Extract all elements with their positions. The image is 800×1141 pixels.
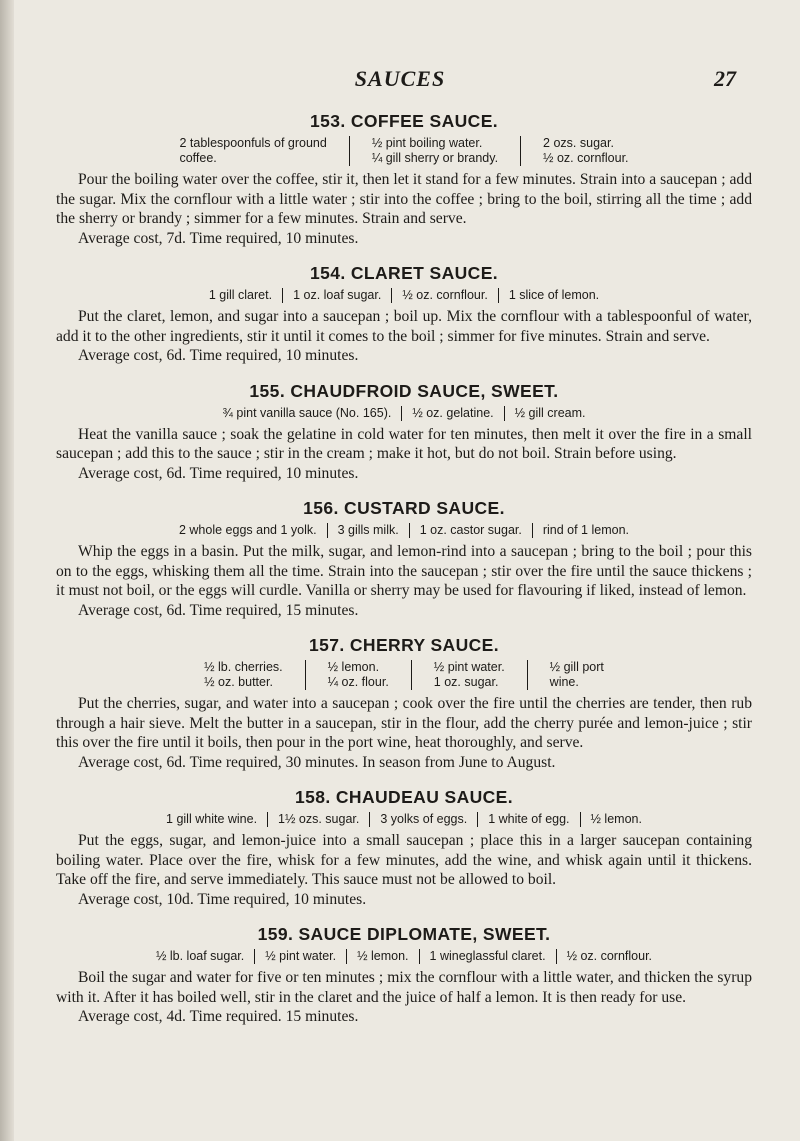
ingredient-item: 3 gills milk. (327, 523, 409, 538)
recipe-cost: Average cost, 10d. Time required, 10 minutes. (78, 890, 367, 908)
ingredient-item: 3 yolks of eggs. (369, 812, 477, 827)
recipe-title: 154. CLARET SAUCE. (309, 263, 499, 283)
ingredient-item: ½ gill cream. (504, 406, 596, 421)
ingredient-item: 2 tablespoonfuls of ground coffee. (179, 136, 327, 165)
ingredient-item: ½ lemon. ¼ oz. flour. (305, 660, 411, 690)
ingredient-item: 1½ ozs. sugar. (267, 812, 369, 827)
recipe-cost: Average cost, 7d. Time required, 10 minutes. (78, 229, 359, 247)
ingredient-item: 1 gill claret. (208, 288, 273, 302)
ingredient-item: ½ pint water. (254, 949, 346, 964)
ingredient-item: ½ pint water. 1 oz. sugar. (411, 660, 527, 690)
recipe-title: 155. CHAUDFROID SAUCE, SWEET. (249, 380, 559, 401)
recipe-method: Put the eggs, sugar, and lemon-juice into a small saucepan ; place this in a larger saucepan containing boiling water. Place over the fire, whisk for a few minutes, add the wine, and whisk again until it thickens. Take off the fire, and serve immediately. This sauce must not be allowed to boil. (56, 832, 752, 888)
ingredient-item: ½ lb. loaf sugar. (155, 949, 245, 963)
ingredient-item: 2 whole eggs and 1 yolk. (178, 523, 317, 537)
ingredient-item: ½ lemon. (580, 812, 652, 827)
ingredient-item: ½ oz. cornflour. (391, 288, 497, 303)
ingredient-item: ½ lemon. (346, 949, 418, 964)
ingredient-item: 1 gill white wine. (166, 812, 258, 826)
recipe-claret-sauce (56, 262, 752, 366)
recipe-cost: Average cost, 6d. Time required, 30 minutes. In season from June to August. (78, 753, 556, 771)
recipe-chaudeau-sauce (56, 786, 752, 909)
recipe-cost: Average cost, 6d. Time required, 15 minutes. (78, 601, 359, 619)
recipe-method: Pour the boiling water over the coffee, stir it, then let it stand for a few minutes. Strain into a saucepan ; add the sugar. Mix the cornflour with a little water ; stir into the coffee ; bring to the boil, stirring all the time ; add the sherry or brandy ; simmer for a few minutes. Strain and serve. (56, 171, 752, 227)
recipe-cherry-sauce (56, 634, 752, 772)
recipe-title: 156. CUSTARD SAUCE. (303, 498, 505, 518)
recipe-method: Put the cherries, sugar, and water into a saucepan ; cook over the fire until the cherries are tender, then rub through a hair sieve. Melt the butter in a saucepan, stir in the flour, add the cherry purée and lemon-juice ; stir this over the fire until it boils, then pour in the port wine, heat thoroughly, and serve. (56, 695, 752, 751)
recipe-coffee-sauce (56, 110, 752, 248)
ingredient-item: 1 slice of lemon. (498, 288, 609, 303)
ingredient-list (56, 523, 752, 538)
ingredient-item: 1 oz. castor sugar. (409, 523, 532, 538)
recipe-cost: Average cost, 6d. Time required, 10 minutes. (78, 347, 359, 364)
ingredient-item: ½ oz. cornflour. (556, 949, 662, 964)
recipe-title: 158. CHAUDEAU SAUCE. (294, 787, 514, 807)
recipe-title: 159. SAUCE DIPLOMATE, SWEET. (257, 924, 551, 944)
ingredient-list (56, 660, 752, 690)
ingredient-list (56, 949, 752, 964)
page-number: 27 (714, 66, 736, 91)
ingredient-item: ½ oz. gelatine. (401, 406, 503, 421)
ingredient-item: ½ lb. cherries. ½ oz. butter. (204, 660, 283, 689)
recipe-cost: Average cost, 4d. Time required. 15 minutes. (78, 1008, 359, 1025)
recipe-method: Boil the sugar and water for five or ten minutes ; mix the cornflour with a little water, and thicken the syrup with it. After it has boiled well, stir in the claret and the juice of half a lemon. It is then ready for use. (56, 969, 752, 1006)
recipe-method: Put the claret, lemon, and sugar into a saucepan ; boil up. Mix the cornflour with a tablespoonful of water, add it to the other ingredients, stir it until it comes to the boil ; simmer for five minutes. Strain and serve. (56, 308, 752, 345)
recipe-title: 153. COFFEE SAUCE. (309, 111, 499, 131)
ingredient-item: rind of 1 lemon. (532, 523, 639, 538)
recipe-method: Whip the eggs in a basin. Put the milk, sugar, and lemon-rind into a saucepan ; bring to the boil ; pour this on to the eggs, whisking them all the time. Strain into the saucepan ; stir over the fire until the sauce thickens ; it must not boil, or the eggs will curdle. Vanilla or sherry may be used for flavouring if liked, instead of lemon. (56, 543, 752, 599)
page-content (56, 110, 752, 1041)
ingredient-item: 1 white of egg. (477, 812, 579, 827)
ingredient-item: ½ gill port wine. (527, 660, 626, 690)
ingredient-item: 1 wineglassful claret. (419, 949, 556, 964)
ingredient-list (56, 812, 752, 827)
ingredient-item: 2 ozs. sugar. ½ oz. cornflour. (520, 136, 650, 166)
running-title: SAUCES (354, 66, 446, 91)
recipe-title: 157. CHERRY SAUCE. (308, 635, 500, 655)
ingredient-list (56, 288, 752, 303)
ingredient-item: 1 oz. loaf sugar. (282, 288, 391, 303)
recipe-cost: Average cost, 6d. Time required, 10 minutes. (78, 464, 359, 482)
recipe-custard-sauce (56, 497, 752, 620)
recipe-chaudfroid-sauce (56, 380, 752, 484)
ingredient-list (56, 136, 752, 166)
recipe-method: Heat the vanilla sauce ; soak the gelatine in cold water for ten minutes, then melt it over the fire in a small saucepan ; add this to the sauce ; stir in the cream ; make it hot, but do not boil. Strain before using. (56, 425, 752, 462)
ingredient-item: ½ pint boiling water. ¼ gill sherry or brandy. (349, 136, 520, 166)
recipe-sauce-diplomate (56, 923, 752, 1027)
ingredient-item: ¾ pint vanilla sauce (No. 165). (222, 405, 392, 420)
ingredient-list (56, 406, 752, 421)
